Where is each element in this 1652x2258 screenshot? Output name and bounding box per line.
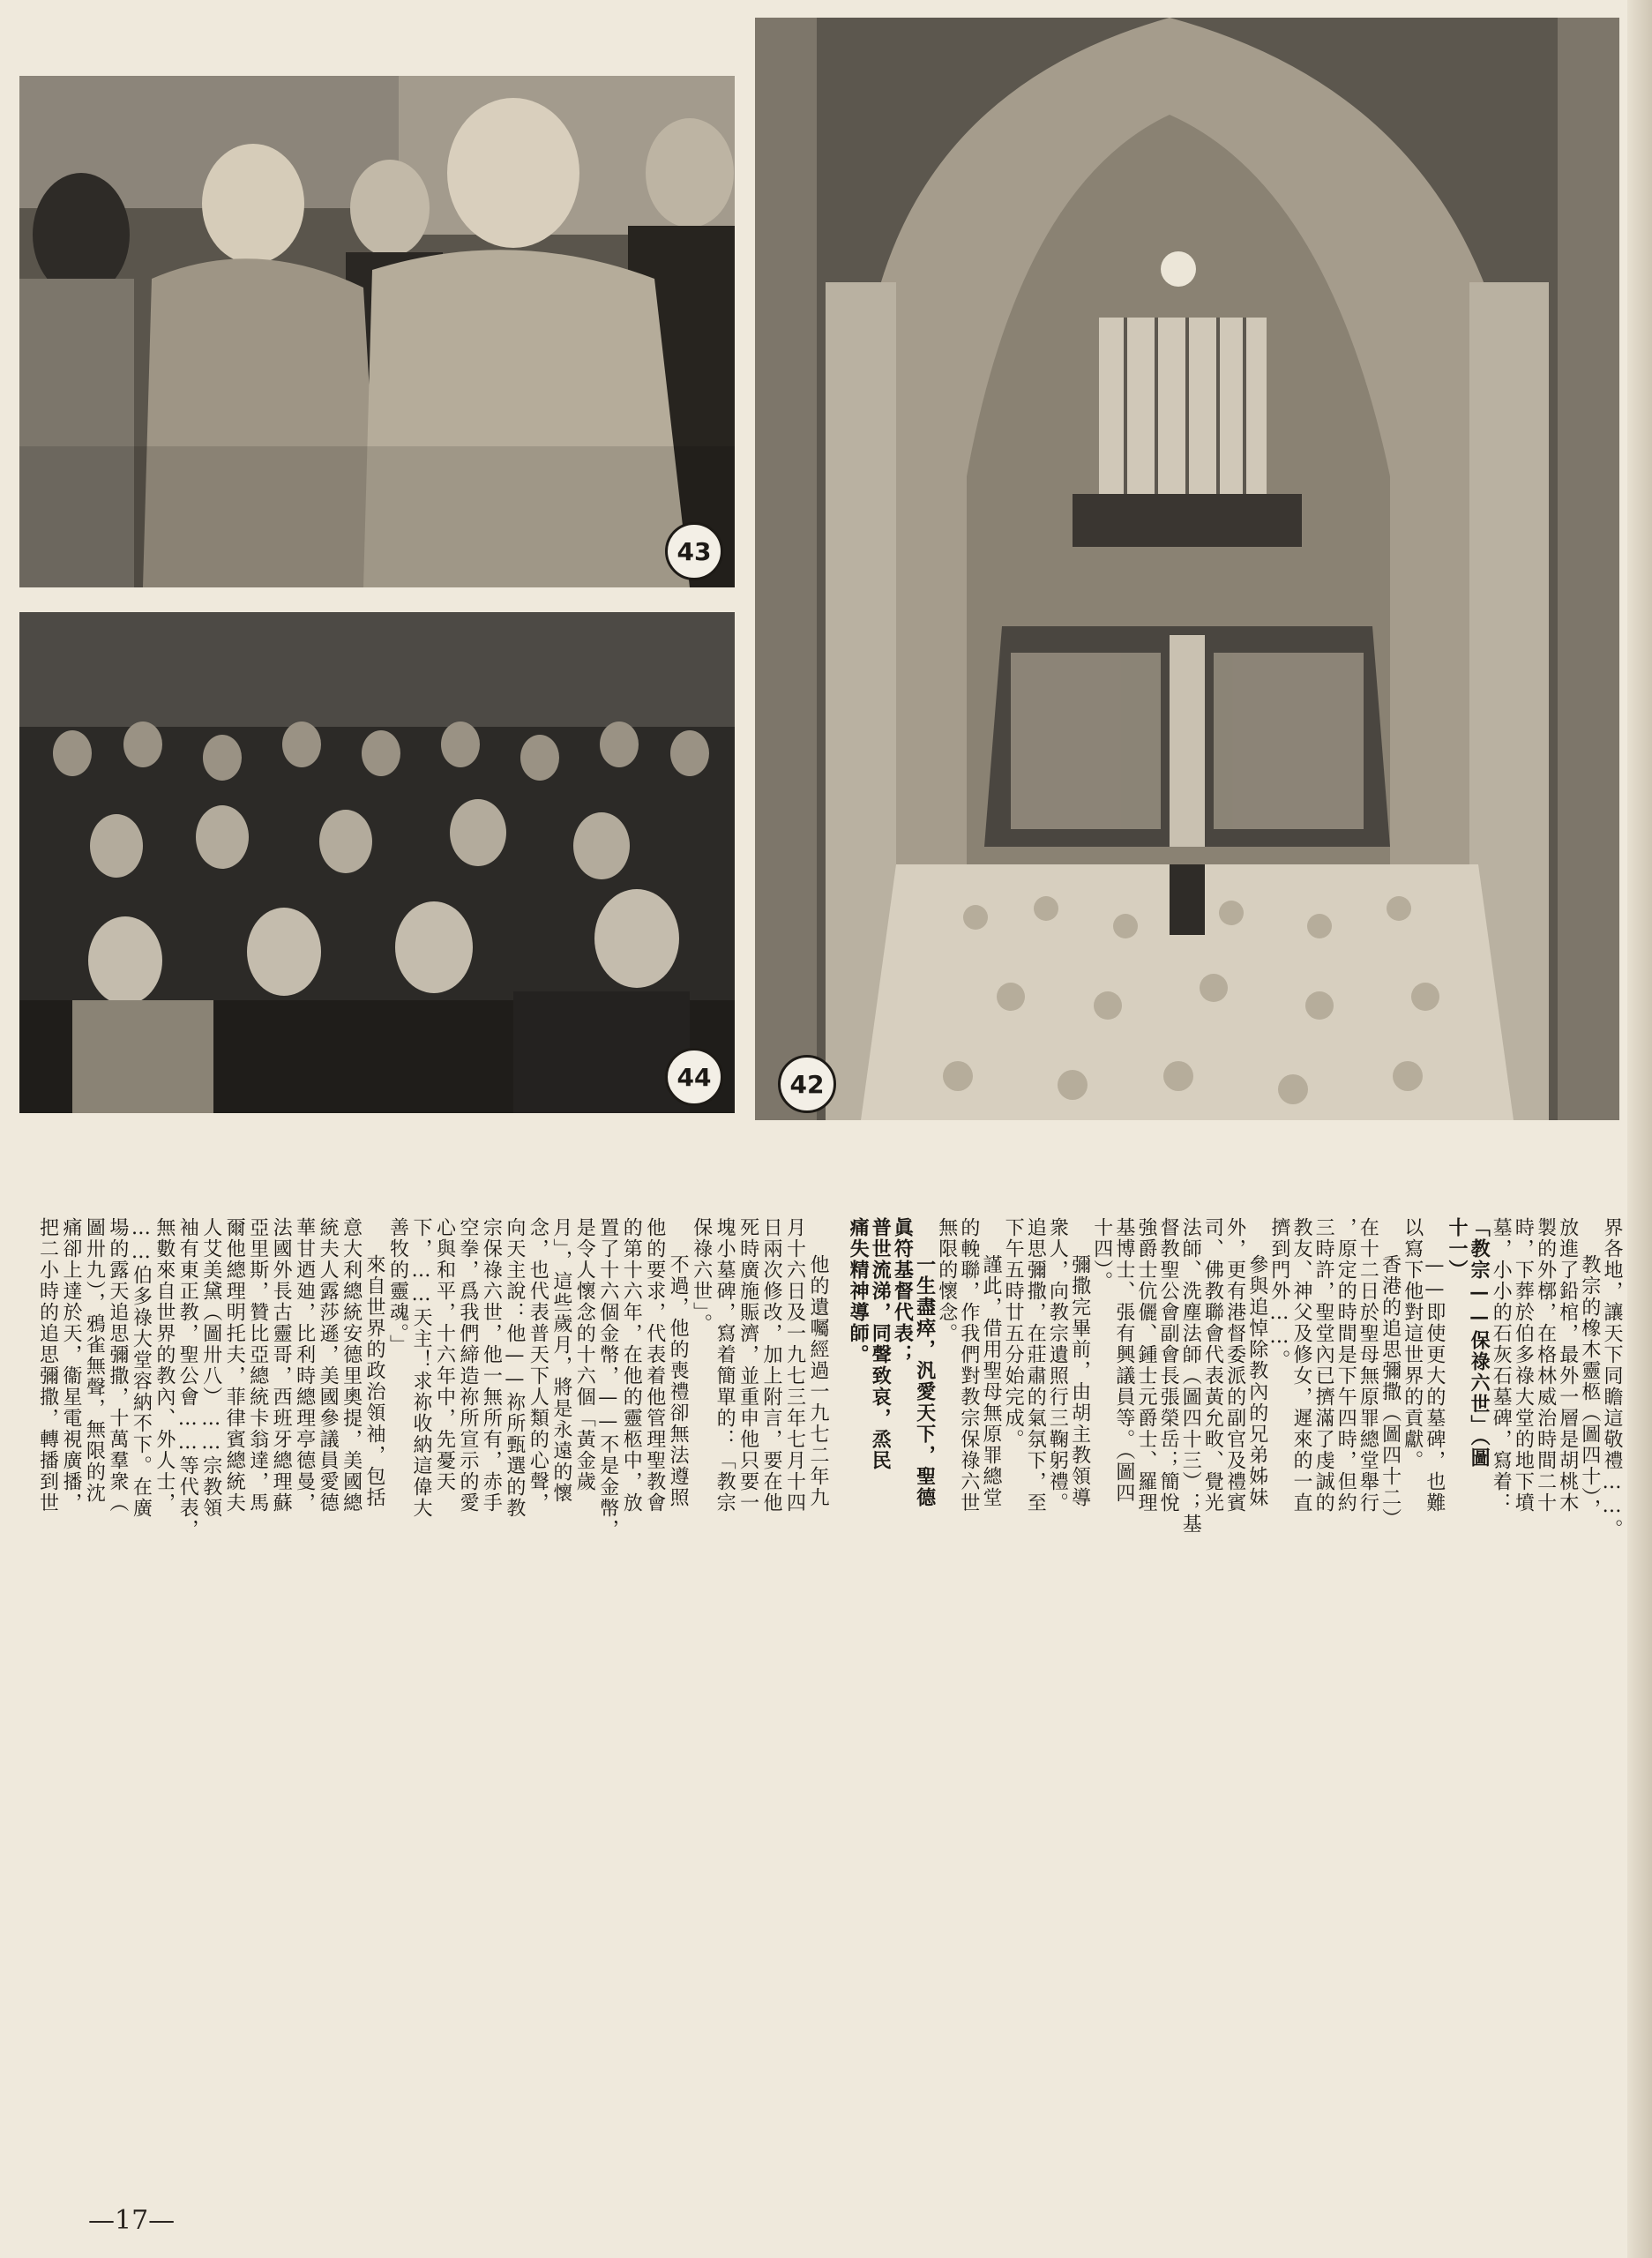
- text-column: 的第十六年，在他的靈柩中，放: [620, 1217, 643, 1514]
- text-column: 是令人懷念的十六個「黃金歲: [573, 1217, 596, 1492]
- text-column-heading: 一生盡瘁，汎愛天下，聖德: [913, 1254, 937, 1508]
- text-column: 日兩次修改，加上附言，要在他: [760, 1217, 783, 1514]
- text-column: 的輓聯，作我們對教宗保祿六世: [957, 1217, 980, 1514]
- text-column: 場的露天追思彌撒，十萬羣衆（: [106, 1217, 129, 1514]
- text-column: 心與和平，十六年中，先憂天: [433, 1217, 456, 1492]
- text-column: 不過，他的喪禮卻無法遵照: [667, 1254, 690, 1508]
- text-column: 香港的追思彌撒（圖四十二）: [1379, 1254, 1402, 1529]
- text-column: 督教聖公會副會長張榮岳；簡悅: [1157, 1217, 1180, 1514]
- text-column: 保祿六世」。: [690, 1217, 713, 1335]
- text-column: 界各地，讓天下同瞻這敬禮……。: [1600, 1217, 1623, 1540]
- text-column-heading: 眞符基督代表；: [891, 1217, 915, 1365]
- text-column: 司、佛教聯會代表黃允畋、覺光: [1201, 1217, 1224, 1514]
- photo-number-44: 44: [665, 1048, 723, 1106]
- text-column: 圖卅九），鴉雀無聲，無限的沈: [83, 1217, 106, 1504]
- text-column: 亞里斯，贊比亞總統卡翁達，馬: [246, 1217, 269, 1514]
- text-column: 死時廣施賑濟，並重申他只要一: [736, 1217, 759, 1514]
- text-column: 下，……天主！求祢收納這偉大: [409, 1217, 432, 1519]
- photo-number-42: 42: [778, 1055, 836, 1113]
- text-column: 在十二日於聖母無原罪總堂舉行: [1357, 1217, 1379, 1514]
- photo-number-43: 43: [665, 522, 723, 580]
- text-column: 製的外槨，在格林威治時間二十: [1534, 1217, 1557, 1514]
- text-column: 爾他總理明托夫，菲律賓總統夫: [223, 1217, 246, 1514]
- text-column: 強爵士伉儷、鍾士元爵士、羅理: [1134, 1217, 1157, 1514]
- text-column: 十四）。: [1090, 1217, 1113, 1292]
- text-column: 月十六日及一九七三年七月十四: [783, 1217, 806, 1514]
- text-column: 無數來自世界的教內、外人士，: [153, 1217, 176, 1514]
- text-column: 追思彌撒，在莊肅的氣氛下，至: [1024, 1217, 1047, 1514]
- text-column: 擠到門外……。: [1267, 1217, 1290, 1371]
- text-column: ，原定的時間是下午四時，但約: [1334, 1217, 1357, 1514]
- text-column: 謹此，借用聖母無原罪總堂: [979, 1254, 1002, 1508]
- text-column: 把二小時的追思彌撒，轉播到世: [36, 1217, 59, 1514]
- text-column: 墓，小小的石灰石墓碑，寫着：: [1490, 1217, 1513, 1514]
- text-column-heading: 痛失精神導師。: [847, 1217, 871, 1365]
- text-column: 下午五時廿五分始完成。: [1002, 1217, 1025, 1450]
- text-column: 統夫人露莎遜，美國參議員愛德: [317, 1217, 340, 1514]
- text-column: 彌撒完畢前，由胡主教領導: [1068, 1254, 1091, 1508]
- text-column: 痛卻上達於天，衞星電視廣播，: [59, 1217, 82, 1514]
- text-column: 意大利總統安德里奧提，美國總: [340, 1217, 363, 1514]
- text-column: 他的遺囑經過一九七二年九: [806, 1254, 829, 1508]
- text-column: 基博士、張有興議員等。（圖四: [1112, 1217, 1135, 1504]
- text-column: 月」，這些歲月，將是永遠的懷: [549, 1217, 572, 1504]
- text-column: ——即使更大的墓碑，也難: [1423, 1254, 1446, 1514]
- text-column: 善牧的靈魂。」: [386, 1217, 409, 1356]
- text-column-heading: 「教宗——保祿六世」（圖: [1468, 1217, 1491, 1469]
- page-number: —17—: [88, 2205, 176, 2236]
- text-column-heading: 普世流涕，同聲致哀，烝民: [869, 1217, 893, 1471]
- text-column: 外，更有港督委派的副官及禮賓: [1223, 1217, 1246, 1514]
- text-column: 衆人，向教宗遺照行三鞠躬禮。: [1046, 1217, 1069, 1514]
- text-column: 袖有東正教，聖公會……等代表，: [176, 1217, 199, 1540]
- text-column: 放進了鉛棺，最外一層是胡桃木: [1556, 1217, 1579, 1514]
- text-column: 向天主說：他——祢所甄選的教: [503, 1217, 526, 1519]
- text-column: 法國外長古靈哥，西班牙總理蘇: [270, 1217, 293, 1514]
- text-column: 宗保祿六世，他一無所有，赤手: [480, 1217, 503, 1514]
- text-column: 來自世界的政治領袖，包括: [363, 1254, 386, 1508]
- text-column: 教宗的橡木靈柩（圖四十），: [1578, 1254, 1601, 1520]
- text-column-heading: 十一）: [1445, 1217, 1469, 1281]
- text-column: 三時許，聖堂內已擠滿了虔誠的: [1312, 1217, 1335, 1514]
- text-column: 置了十六個金幣，——不是金幣，: [596, 1217, 619, 1540]
- text-column: 教友、神父及修女，遲來的一直: [1289, 1217, 1312, 1514]
- text-column: 以寫下他對這世界的貢獻。: [1401, 1217, 1424, 1471]
- text-column: 塊小墓碑，寫着簡單的：「教宗: [714, 1217, 736, 1514]
- text-column: 人艾美黛（圖卅八）……宗教領: [199, 1217, 222, 1519]
- text-column: 時，下葬於伯多祿大堂的地下墳: [1512, 1217, 1535, 1514]
- text-column: 念，也代表普天下人類的心聲，: [527, 1217, 549, 1514]
- text-column: 參與追悼除教內的兄弟姊妹: [1245, 1254, 1268, 1508]
- text-column: 無限的懷念。: [935, 1217, 958, 1344]
- text-column: 法師、洗塵法師（圖四十三）；基: [1179, 1217, 1202, 1535]
- text-column: 華甘迺廸，比利時總理亭德曼，: [293, 1217, 316, 1514]
- text-column: 空拳，爲我們締造祢所宣示的愛: [456, 1217, 479, 1514]
- text-column: 他的要求，代表着他管理聖教會: [643, 1217, 666, 1514]
- text-column: ……伯多祿大堂容納不下。在廣: [130, 1217, 153, 1519]
